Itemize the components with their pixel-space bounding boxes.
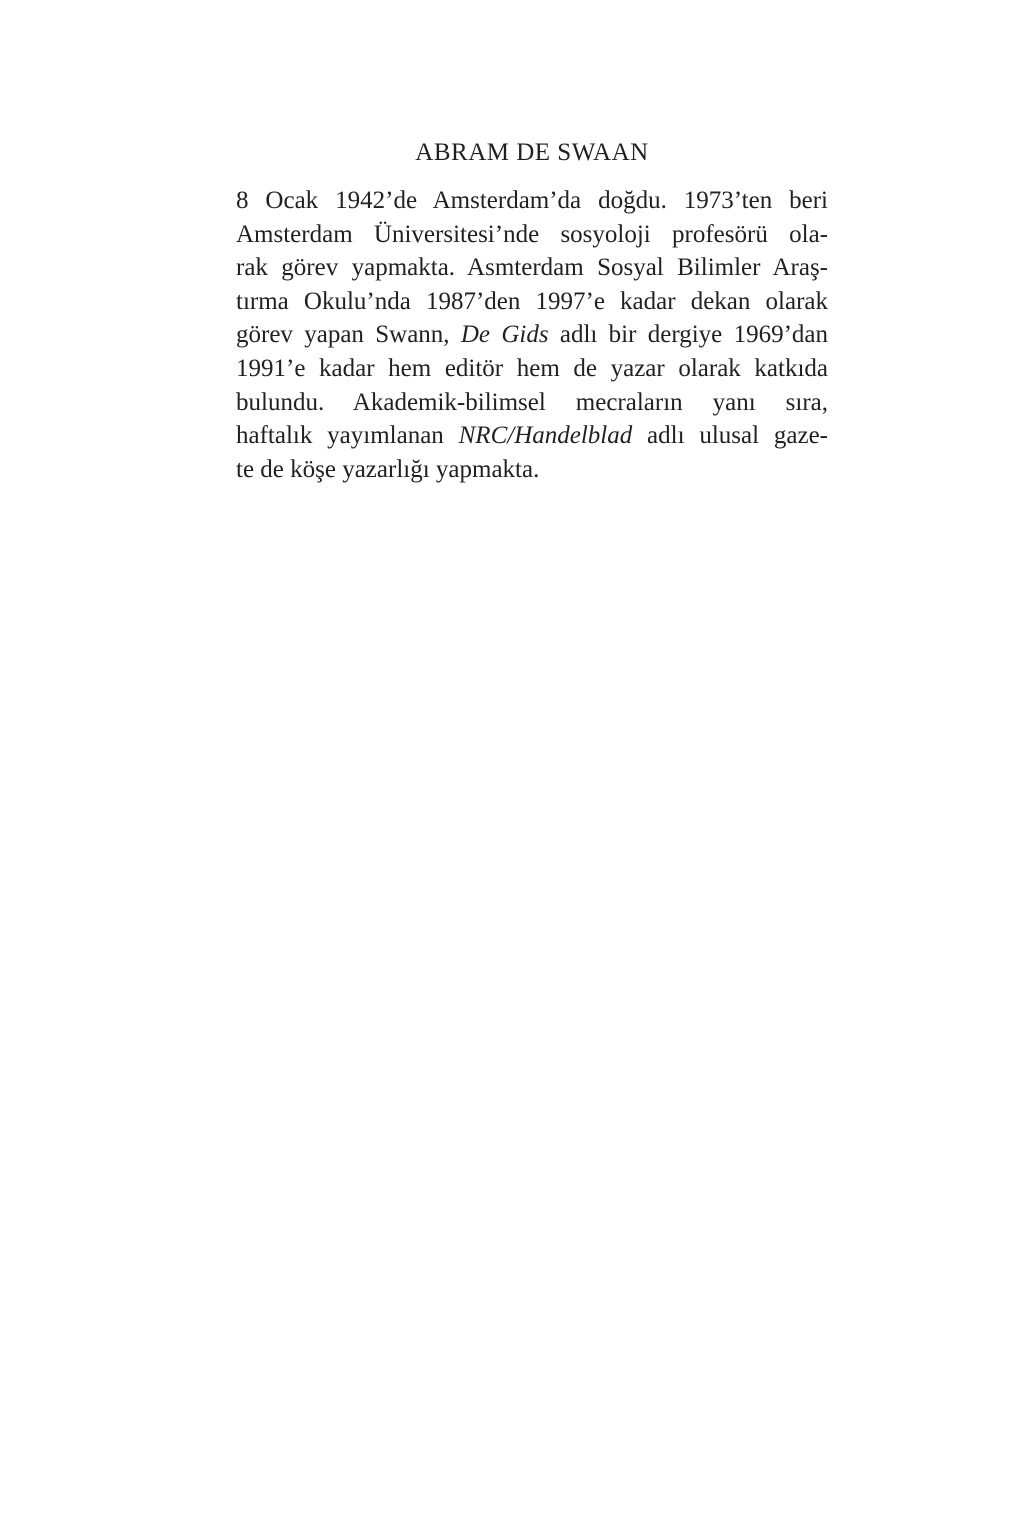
bio-text: görev yapan Swann, bbox=[236, 321, 461, 349]
bio-italic-title: NRC/Handelblad bbox=[458, 422, 633, 450]
bio-text: bulundu. Akademik-bilimsel mecraların yanı sıra, bbox=[236, 388, 828, 416]
bio-text: rak görev yapmakta. Asmterdam Sosyal Bilimler Araş- bbox=[236, 254, 828, 282]
author-biography bbox=[236, 184, 828, 486]
bio-text: haftalık yayımlanan bbox=[236, 422, 459, 450]
bio-text: adlı ulusal gaze- bbox=[632, 422, 828, 450]
bio-text: 1991’e kadar hem editör hem de yazar olarak katkıda bbox=[236, 354, 828, 382]
bio-line bbox=[236, 184, 828, 218]
author-heading: ABRAM DE SWAAN bbox=[415, 139, 649, 166]
bio-text: adlı bir dergiye 1969’dan bbox=[548, 321, 828, 349]
bio-text: te de köşe yazarlığı yapmakta. bbox=[236, 455, 540, 483]
bio-line bbox=[236, 419, 828, 453]
bio-line bbox=[236, 352, 828, 386]
bio-italic-title: De Gids bbox=[460, 321, 549, 349]
bio-text: 8 Ocak 1942’de Amsterdam’da doğdu. 1973’ten beri bbox=[236, 187, 828, 214]
bio-text: Amsterdam Üniversitesi’nde sosyoloji profesörü ola- bbox=[236, 220, 828, 248]
bio-text: tırma Okulu’nda 1987’den 1997’e kadar dekan olarak bbox=[236, 287, 828, 315]
bio-line bbox=[236, 218, 828, 252]
bio-line bbox=[236, 453, 828, 487]
bio-line bbox=[236, 251, 828, 285]
bio-line bbox=[236, 386, 828, 420]
bio-line bbox=[236, 318, 828, 352]
bio-line bbox=[236, 285, 828, 319]
